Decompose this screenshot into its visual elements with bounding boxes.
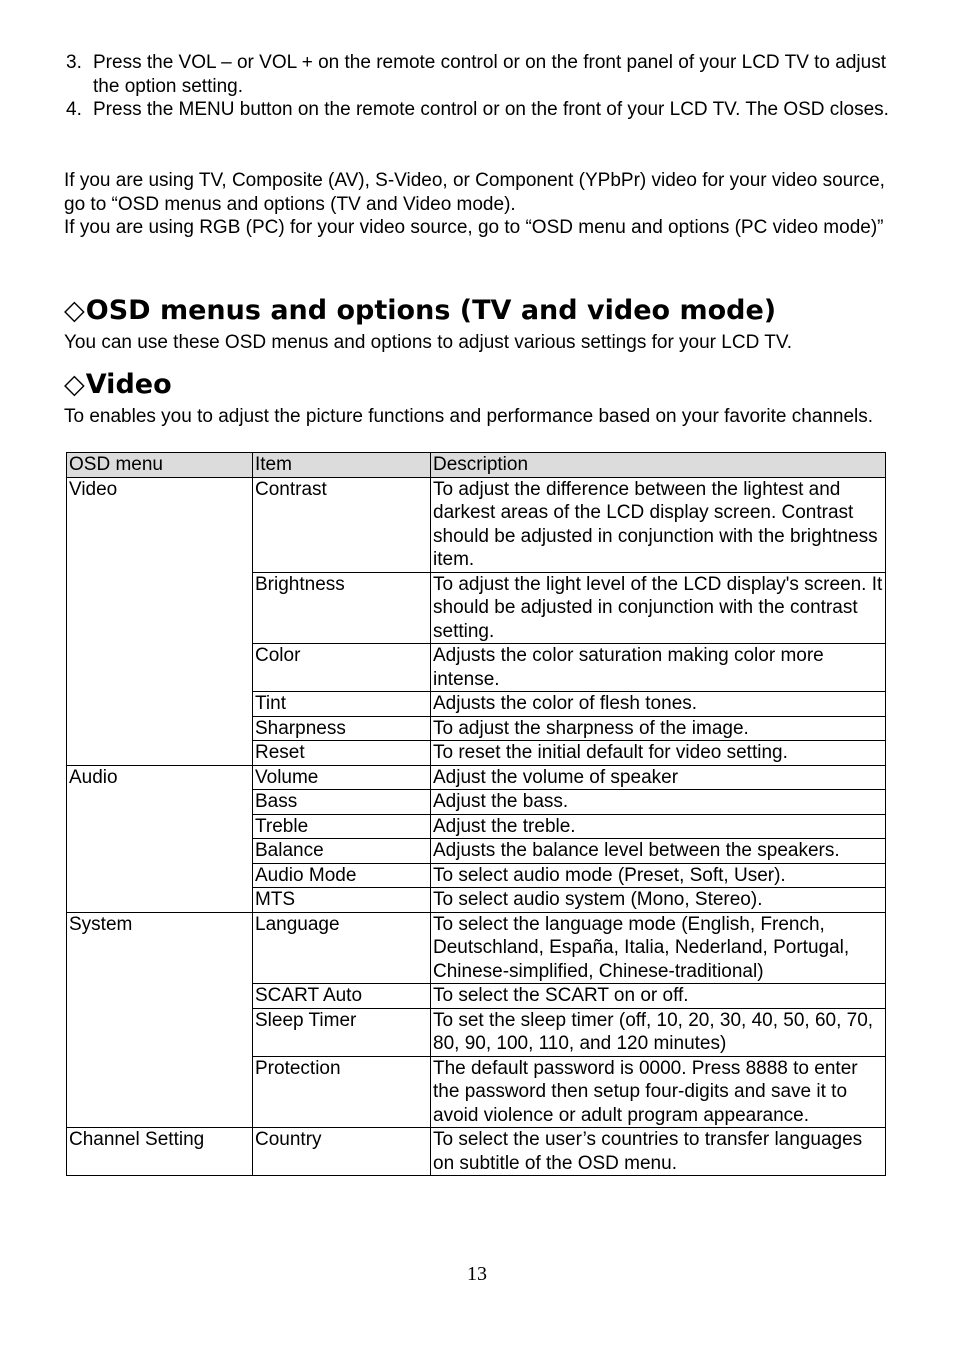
header-item: Item — [253, 453, 431, 478]
item-cell: Color — [253, 644, 431, 692]
item-cell: Country — [253, 1128, 431, 1176]
section-description: You can use these OSD menus and options to adjust various settings for your LCD TV. — [64, 332, 793, 353]
item-cell: Volume — [253, 765, 431, 790]
item-cell: Protection — [253, 1056, 431, 1128]
table-header-row — [67, 453, 886, 478]
item-cell: MTS — [253, 888, 431, 913]
description-cell: To adjust the difference between the lightest and darkest areas of the LCD display screen. Contrast should be adjusted in conjunction with the brightness item. — [431, 477, 886, 572]
table-row — [67, 912, 886, 984]
intro-paragraph-tv: If you are using TV, Composite (AV), S-Video, or Component (YPbPr) video for your video source, go to “OSD menus and options (TV and Video mode). — [64, 170, 885, 215]
table-row — [67, 765, 886, 790]
item-cell: Balance — [253, 839, 431, 864]
menu-cell: System — [67, 912, 253, 1128]
subsection-heading — [64, 367, 172, 403]
table-row — [67, 477, 886, 572]
description-cell: To set the sleep timer (off, 10, 20, 30, 40, 50, 60, 70, 80, 90, 100, 110, and 120 minutes) — [431, 1008, 886, 1056]
menu-cell: Audio — [67, 765, 253, 912]
item-cell: Sleep Timer — [253, 1008, 431, 1056]
item-cell: Language — [253, 912, 431, 984]
diamond-icon: ◇ — [64, 295, 85, 326]
item-cell: Contrast — [253, 477, 431, 572]
intro-paragraph-pc: If you are using RGB (PC) for your video source, go to “OSD menu and options (PC video mode)” — [64, 217, 884, 238]
step-number: 3. — [66, 52, 82, 73]
description-cell: To select audio mode (Preset, Soft, User). — [431, 863, 886, 888]
item-cell: Audio Mode — [253, 863, 431, 888]
subsection-description: To enables you to adjust the picture functions and performance based on your favorite channels. — [64, 406, 874, 427]
table-row — [67, 1128, 886, 1176]
step-item — [64, 51, 894, 98]
osd-options-table — [66, 452, 886, 1176]
description-cell: To adjust the light level of the LCD display's screen. It should be adjusted in conjunction with the contrast setting. — [431, 572, 886, 644]
item-cell: Sharpness — [253, 716, 431, 741]
diamond-icon: ◇ — [64, 369, 85, 400]
section-title: OSD menus and options (TV and video mode) — [85, 295, 777, 326]
description-cell: Adjust the bass. — [431, 790, 886, 815]
description-cell: To select the user’s countries to transfer languages on subtitle of the OSD menu. — [431, 1128, 886, 1176]
description-cell: To reset the initial default for video setting. — [431, 741, 886, 766]
section-heading — [64, 293, 776, 329]
description-cell: The default password is 0000. Press 8888 to enter the password then setup four-digits and save it to avoid violence or adult program appearance. — [431, 1056, 886, 1128]
description-cell: Adjusts the color saturation making color more intense. — [431, 644, 886, 692]
description-cell: Adjusts the balance level between the speakers. — [431, 839, 886, 864]
subsection-title: Video — [85, 369, 172, 400]
item-cell: Bass — [253, 790, 431, 815]
description-cell: To select the SCART on or off. — [431, 984, 886, 1009]
step-item — [64, 98, 894, 122]
menu-cell: Channel Setting — [67, 1128, 253, 1176]
instruction-steps — [64, 51, 894, 122]
header-osd-menu: OSD menu — [67, 453, 253, 478]
item-cell: Reset — [253, 741, 431, 766]
item-cell: Tint — [253, 692, 431, 717]
item-cell: Brightness — [253, 572, 431, 644]
menu-cell: Video — [67, 477, 253, 765]
description-cell: To adjust the sharpness of the image. — [431, 716, 886, 741]
step-text: Press the VOL – or VOL + on the remote control or on the front panel of your LCD TV to adjust the option setting. — [93, 52, 886, 97]
description-cell: Adjusts the color of flesh tones. — [431, 692, 886, 717]
header-description: Description — [431, 453, 886, 478]
page-number: 13 — [467, 1263, 487, 1285]
description-cell: Adjust the treble. — [431, 814, 886, 839]
description-cell: Adjust the volume of speaker — [431, 765, 886, 790]
item-cell: Treble — [253, 814, 431, 839]
item-cell: SCART Auto — [253, 984, 431, 1009]
description-cell: To select the language mode (English, French, Deutschland, España, Italia, Nederland, Portugal, Chinese-simplified, Chinese-traditional) — [431, 912, 886, 984]
step-number: 4. — [66, 99, 82, 120]
step-text: Press the MENU button on the remote control or on the front of your LCD TV. The OSD closes. — [93, 99, 889, 120]
description-cell: To select audio system (Mono, Stereo). — [431, 888, 886, 913]
